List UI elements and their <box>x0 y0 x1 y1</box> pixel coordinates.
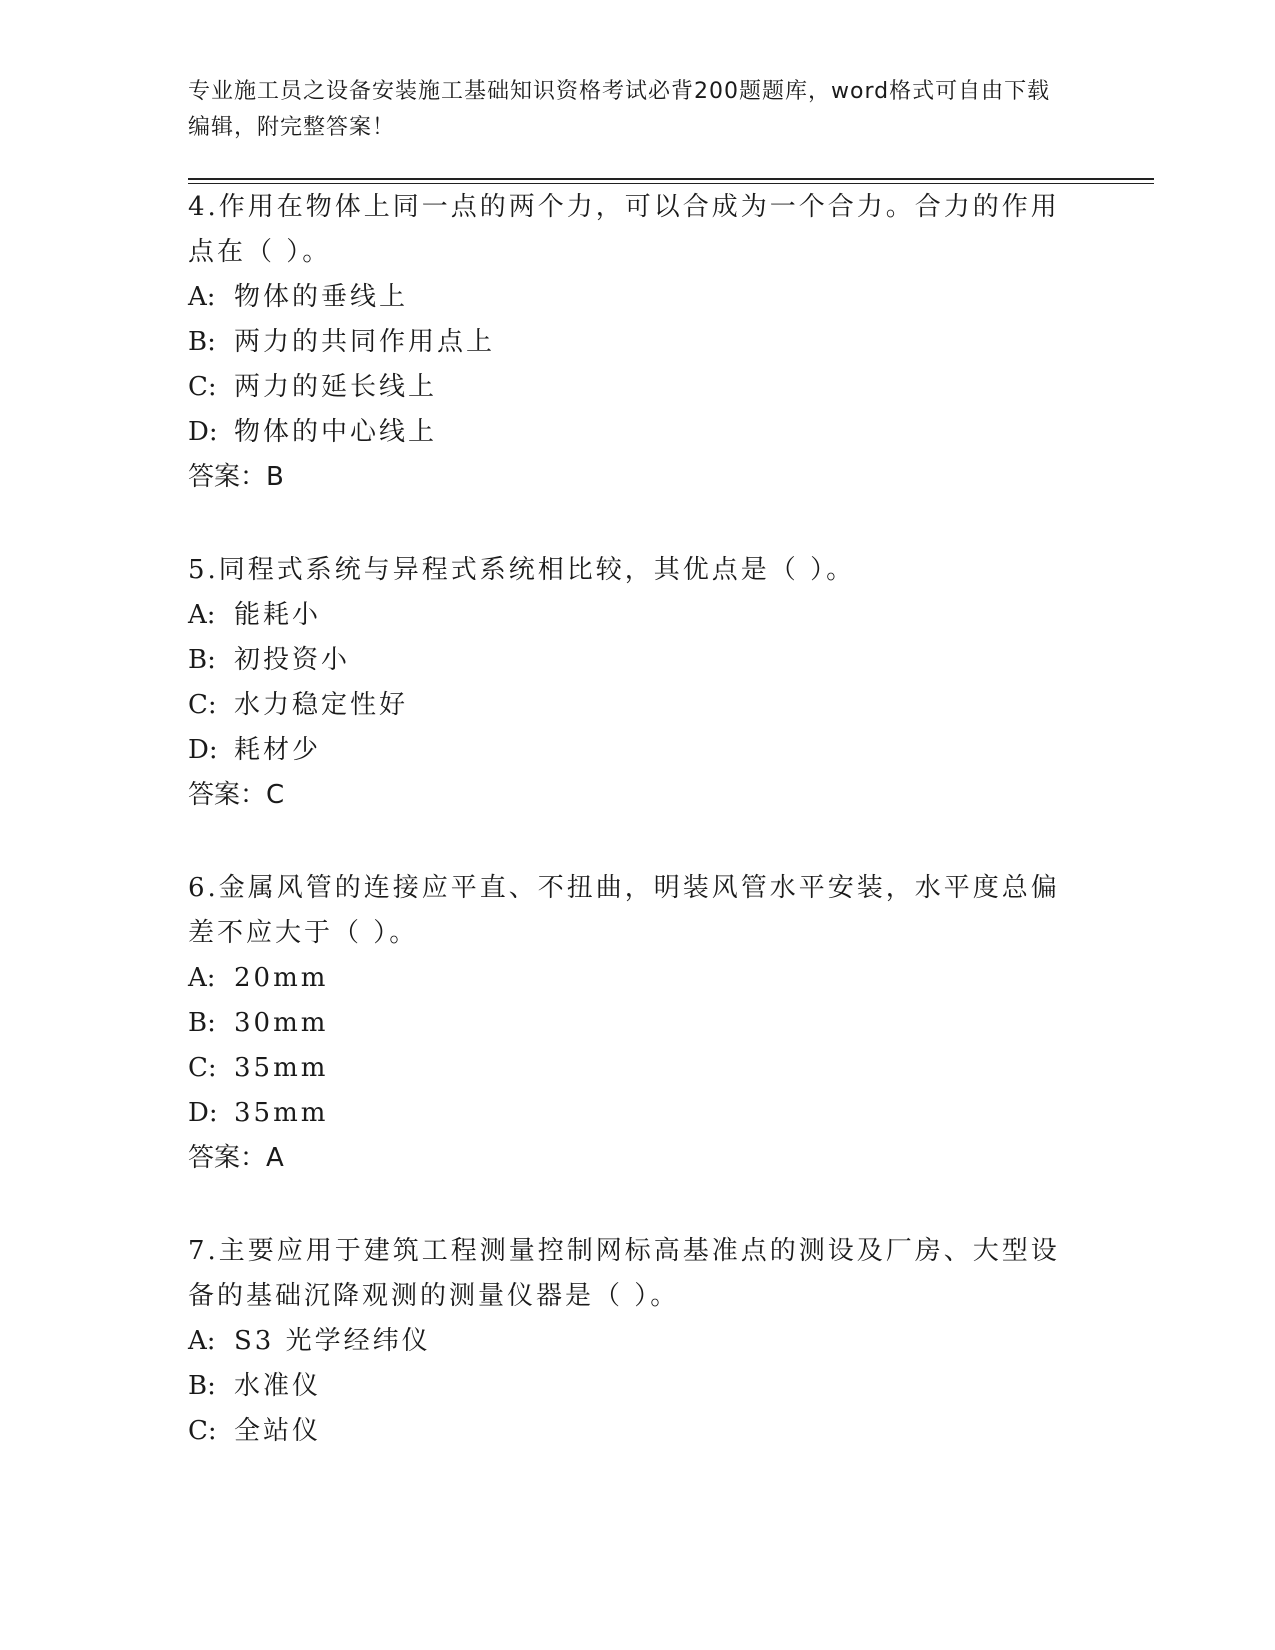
option-text: 水准仪 <box>234 1371 322 1401</box>
option-letter: A: <box>188 600 216 630</box>
header-divider-thin <box>188 183 1154 184</box>
option-b <box>188 1001 1068 1046</box>
option-letter: C: <box>188 372 217 402</box>
option-text: 35mm <box>234 1098 329 1128</box>
option-d <box>188 1091 1068 1136</box>
option-letter: D: <box>188 417 218 447</box>
option-letter: A: <box>188 1326 216 1356</box>
option-letter: B: <box>188 327 216 357</box>
option-c <box>188 683 1068 728</box>
question-7 <box>188 1229 1068 1454</box>
option-c <box>188 1409 1068 1454</box>
option-letter: B: <box>188 645 216 675</box>
document-header: 专业施工员之设备安装施工基础知识资格考试必背200题题库，word格式可自由下载编辑，附完整答案！ <box>188 79 1051 140</box>
option-letter: C: <box>188 690 217 720</box>
option-text: 30mm <box>234 1008 329 1038</box>
option-text: 能耗小 <box>234 600 322 630</box>
option-letter: D: <box>188 1098 218 1128</box>
question-stem: 4.作用在物体上同一点的两个力，可以合成为一个合力。合力的作用点在（ ）。 <box>188 192 1060 267</box>
question-stem: 6.金属风管的连接应平直、不扭曲，明装风管水平安装，水平度总偏差不应大于（ ）。 <box>188 873 1060 948</box>
answer-line: 答案：C <box>188 780 285 810</box>
option-a <box>188 1319 1068 1364</box>
option-letter: A: <box>188 282 216 312</box>
option-text: 两力的延长线上 <box>234 372 438 402</box>
header-divider-thick <box>188 178 1154 180</box>
option-b <box>188 320 1068 365</box>
option-text: S3 光学经纬仪 <box>234 1326 431 1356</box>
option-d <box>188 410 1068 455</box>
option-letter: C: <box>188 1053 217 1083</box>
option-d <box>188 728 1068 773</box>
option-text: 35mm <box>234 1053 329 1083</box>
option-text: 20mm <box>234 963 329 993</box>
question-4 <box>188 185 1068 500</box>
option-a <box>188 956 1068 1001</box>
question-6 <box>188 866 1068 1181</box>
option-text: 全站仪 <box>234 1416 322 1446</box>
option-letter: A: <box>188 963 216 993</box>
option-b <box>188 638 1068 683</box>
option-letter: B: <box>188 1008 216 1038</box>
option-letter: C: <box>188 1416 217 1446</box>
option-text: 两力的共同作用点上 <box>234 327 496 357</box>
question-5 <box>188 548 1068 818</box>
answer-line: 答案：A <box>188 1143 284 1173</box>
option-a <box>188 593 1068 638</box>
option-text: 耗材少 <box>234 735 322 765</box>
option-text: 水力稳定性好 <box>234 690 409 720</box>
option-text: 初投资小 <box>234 645 351 675</box>
option-letter: D: <box>188 735 218 765</box>
option-a <box>188 275 1068 320</box>
option-c <box>188 365 1068 410</box>
question-stem: 5.同程式系统与异程式系统相比较，其优点是（ ）。 <box>188 555 856 585</box>
option-text: 物体的中心线上 <box>234 417 438 447</box>
answer-line: 答案：B <box>188 462 284 492</box>
question-stem: 7.主要应用于建筑工程测量控制网标高基准点的测设及厂房、大型设备的基础沉降观测的测量仪器是（ ）。 <box>188 1236 1060 1311</box>
option-c <box>188 1046 1068 1091</box>
option-b <box>188 1364 1068 1409</box>
option-letter: B: <box>188 1371 216 1401</box>
option-text: 物体的垂线上 <box>234 282 409 312</box>
